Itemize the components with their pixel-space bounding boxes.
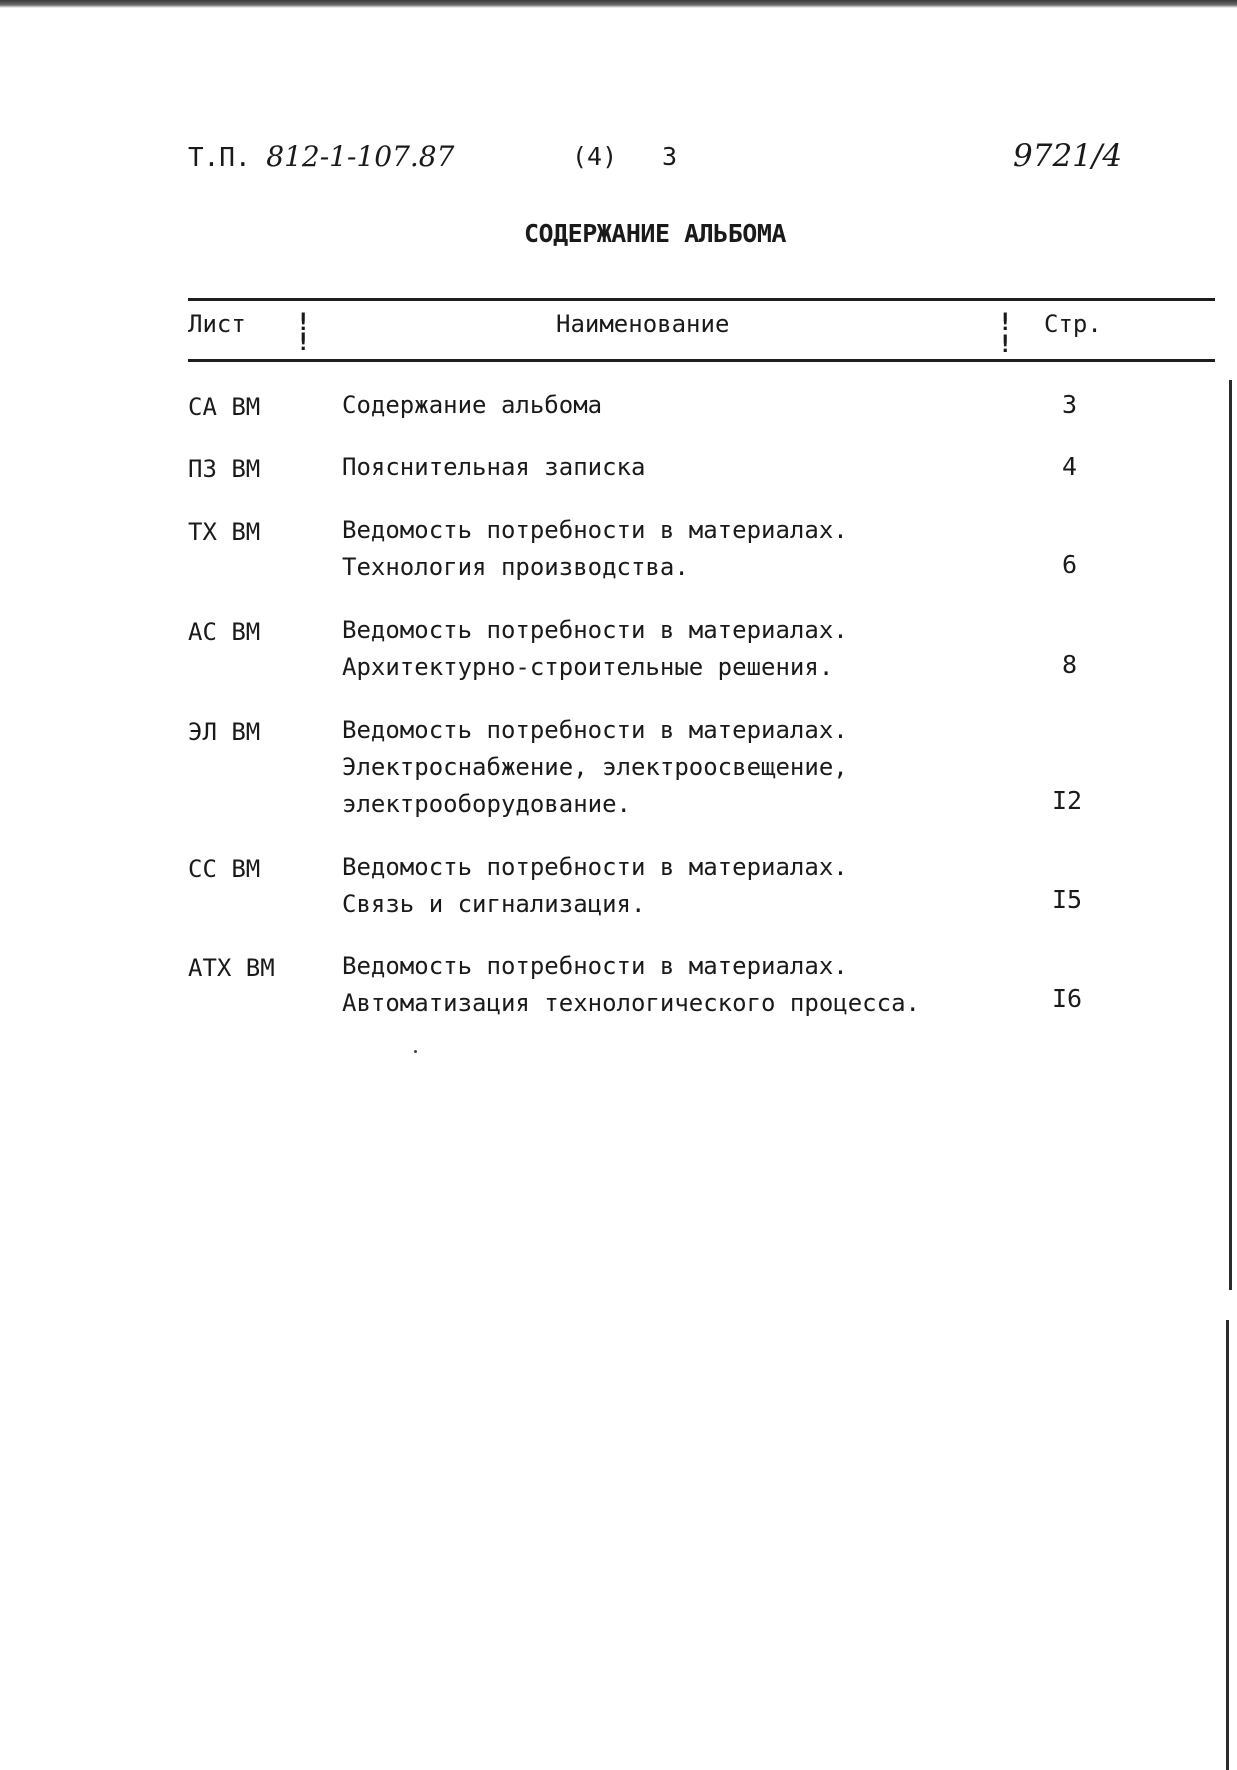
table-row-page: 4 <box>1062 452 1078 481</box>
scan-speck <box>414 1050 417 1053</box>
designation-prefix: Т.П. <box>188 143 251 173</box>
table-top-rule <box>188 298 1215 301</box>
table-header-rule <box>188 359 1215 362</box>
table-row-title <box>342 948 920 1022</box>
scan-top-edge <box>0 0 1237 8</box>
title-line: Ведомость потребности в материалах. <box>342 716 848 744</box>
table-row-title <box>342 512 848 586</box>
project-designation <box>188 140 454 173</box>
title-line: Технология производства. <box>342 553 689 581</box>
table-row-sheet-code: АС ВМ <box>188 618 261 646</box>
document-number: 9721/4 <box>1013 138 1123 174</box>
table-row-sheet-code: ТХ ВМ <box>188 518 261 546</box>
scan-right-edge <box>1226 1320 1229 1770</box>
table-row-sheet-code: СА ВМ <box>188 393 261 421</box>
part-number: (4) <box>572 142 618 171</box>
table-row-title <box>342 612 848 686</box>
page-title: СОДЕРЖАНИЕ АЛЬБОМА <box>524 219 786 248</box>
page-number: 3 <box>662 142 678 171</box>
table-row-page: 8 <box>1062 650 1078 679</box>
table-row-page: 3 <box>1062 390 1078 419</box>
title-line: Связь и сигнализация. <box>342 890 646 918</box>
title-line: Электроснабжение, электроосвещение, <box>342 753 848 781</box>
column-separator: ! <box>998 330 1013 358</box>
designation-number: 812-1-107.87 <box>266 140 455 173</box>
title-line: Ведомость потребности в материалах. <box>342 952 848 980</box>
column-header-page: Стр. <box>1044 310 1102 338</box>
table-row-page: I5 <box>1052 885 1083 914</box>
title-line: Автоматизация технологического процесса. <box>342 989 920 1017</box>
table-row-sheet-code: АТХ ВМ <box>188 954 275 982</box>
title-line: электрооборудование. <box>342 790 631 818</box>
table-row-title <box>342 849 848 923</box>
title-line: Ведомость потребности в материалах. <box>342 853 848 881</box>
table-row-title <box>342 449 645 486</box>
column-separator: ! <box>296 328 311 356</box>
table-row-sheet-code: ЭЛ ВМ <box>188 718 261 746</box>
table-row-sheet-code: ПЗ ВМ <box>188 455 261 483</box>
title-line: Содержание альбома <box>342 391 603 419</box>
table-row-sheet-code: СС ВМ <box>188 855 261 883</box>
column-header-sheet: Лист <box>188 310 246 338</box>
title-line: Архитектурно-строительные решения. <box>342 653 834 681</box>
title-line: Ведомость потребности в материалах. <box>342 516 848 544</box>
table-row-title <box>342 387 602 424</box>
table-row-page: I2 <box>1052 786 1083 815</box>
table-row-title <box>342 712 848 823</box>
title-line: Пояснительная записка <box>342 453 646 481</box>
column-separator: ! <box>296 308 311 336</box>
table-row-page: I6 <box>1052 984 1083 1013</box>
column-header-name: Наименование <box>556 310 730 338</box>
scan-right-edge <box>1229 380 1232 1290</box>
column-separator: ! <box>998 308 1013 336</box>
table-row-page: 6 <box>1062 550 1078 579</box>
title-line: Ведомость потребности в материалах. <box>342 616 848 644</box>
